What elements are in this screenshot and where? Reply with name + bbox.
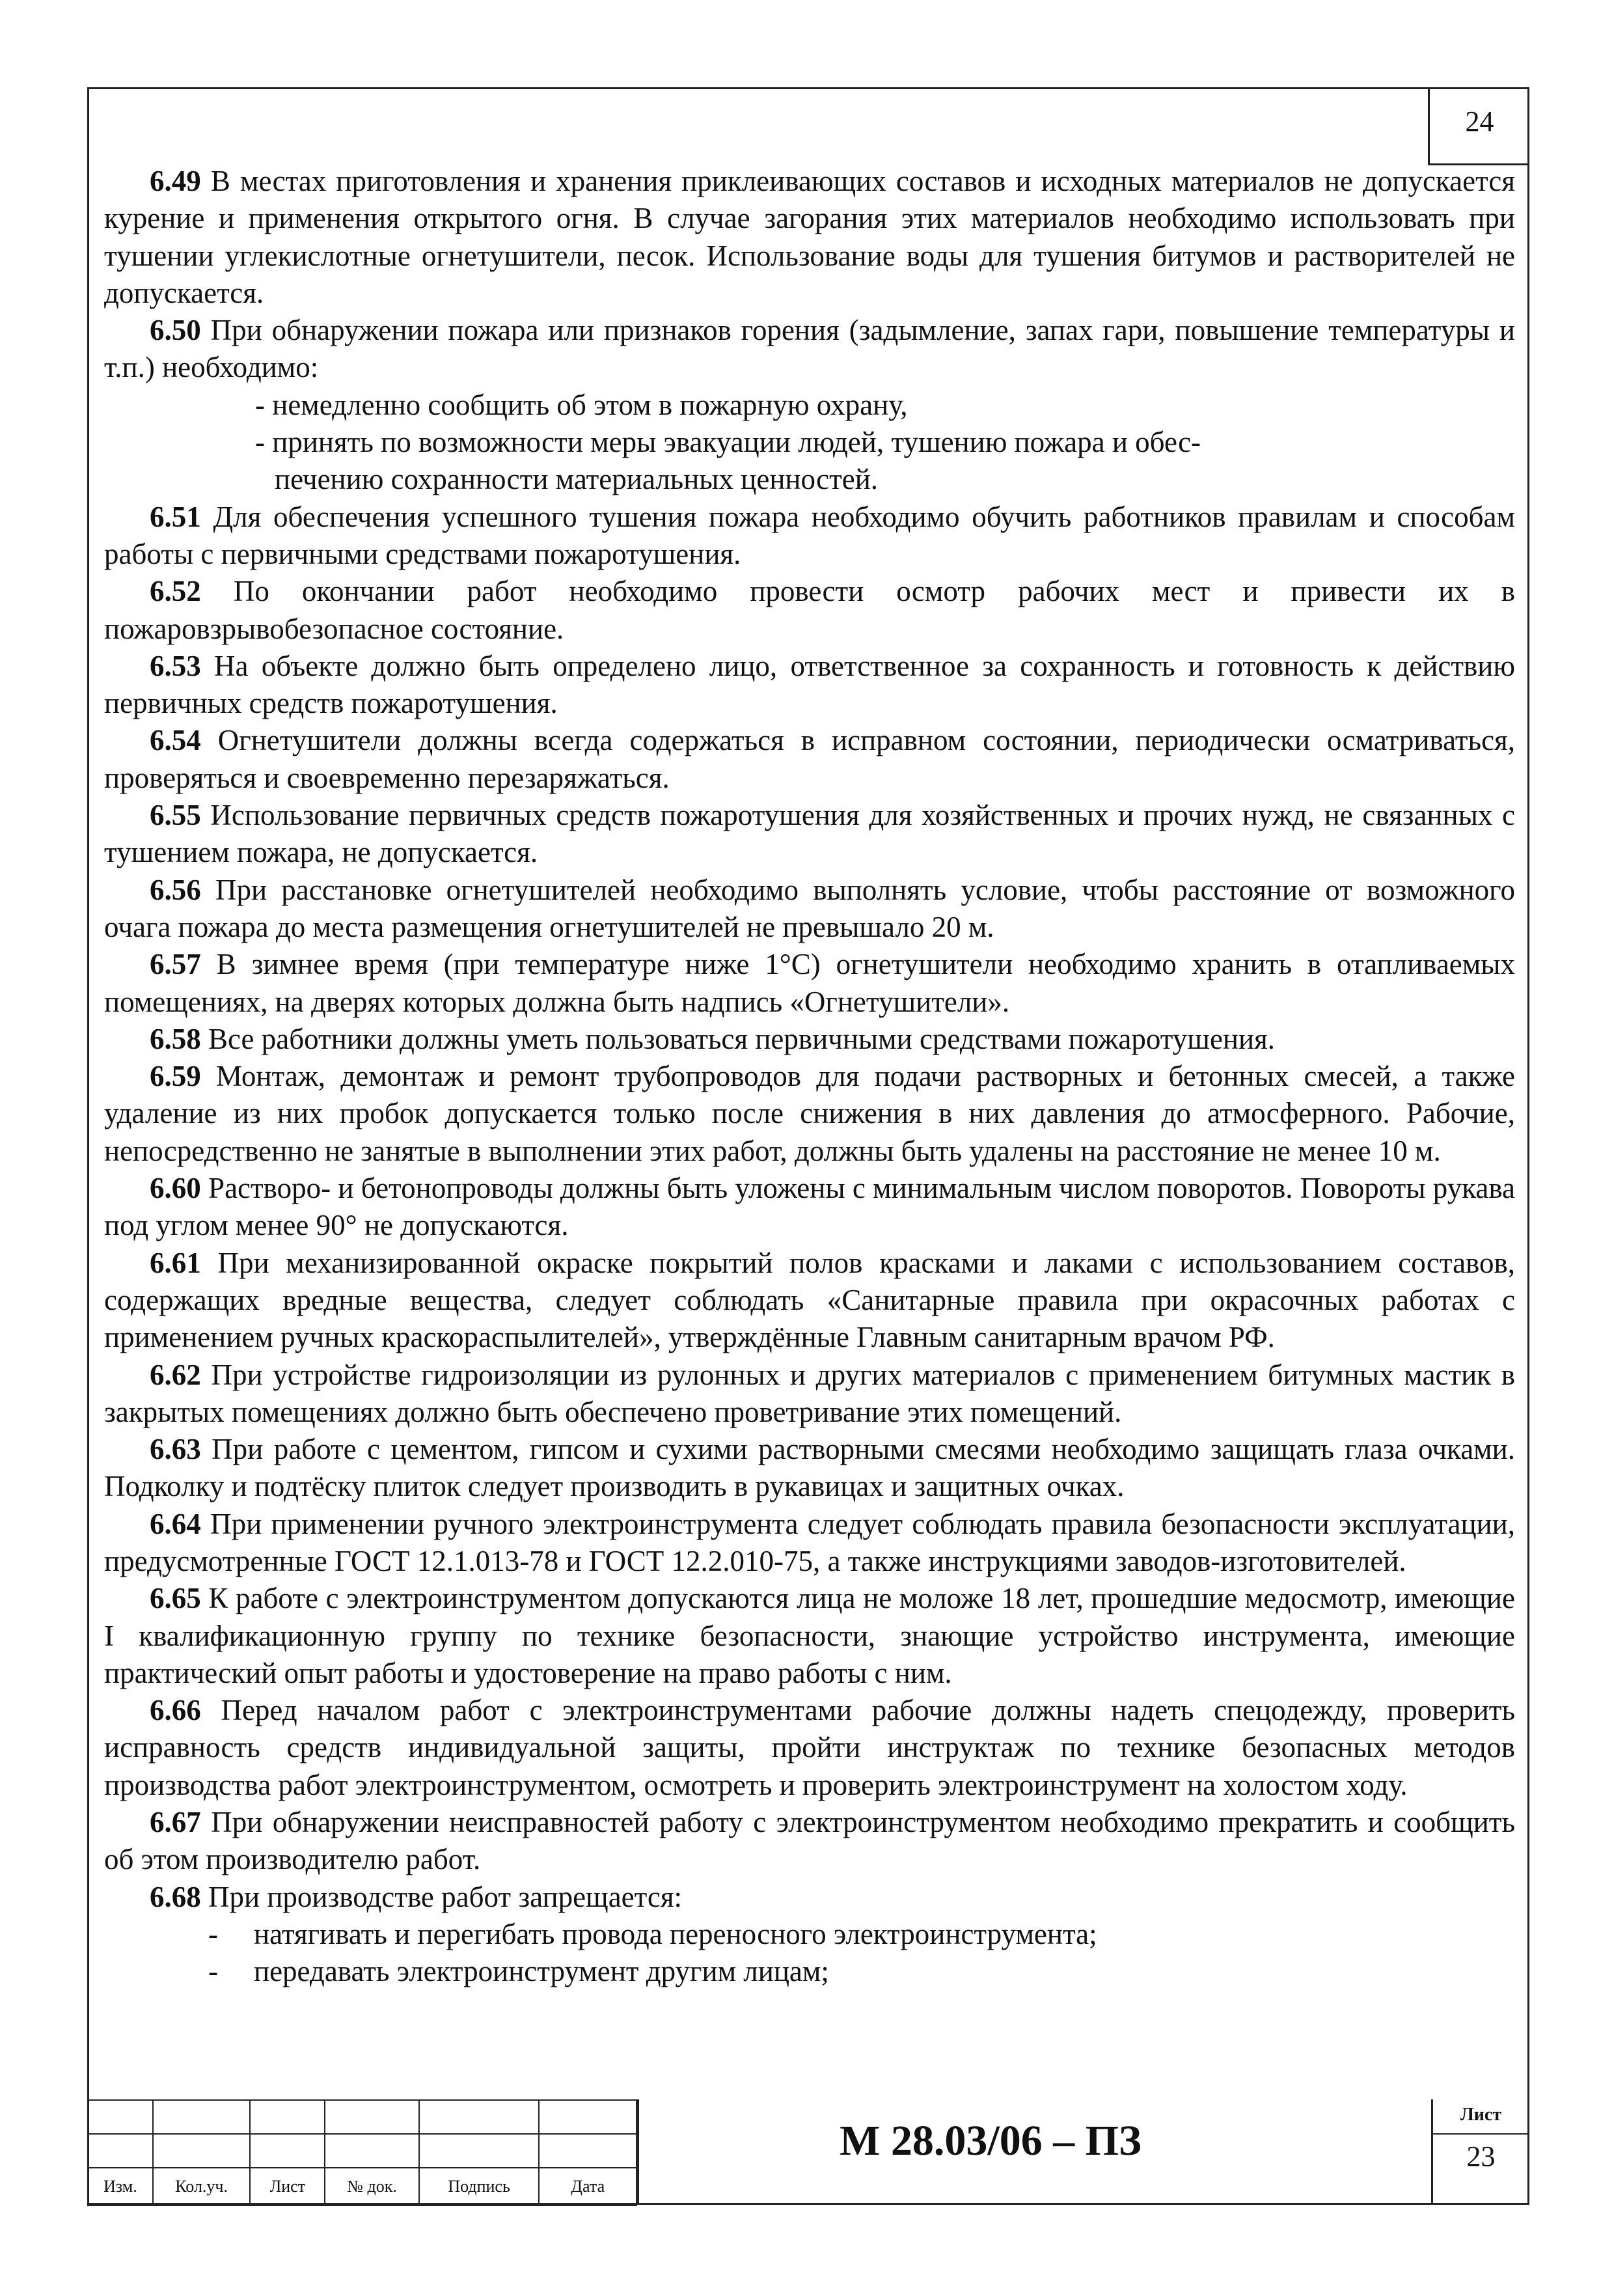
clause-number: 6.68 [150,1880,201,1913]
list-item [104,1916,1515,1953]
clause-text: В местах приготовления и хранения приклеивающих составов и исходных материалов не допускается курение и применения открытого огня. В случае загорания этих материалов необходимо использовать при тушении углекислотные огнетушители, песок. Использование воды для тушения битумов и растворителей не допускается. [104,165,1515,309]
paragraph-6-58 [104,1021,1515,1058]
list-item-text: натягивать и перегибать провода переносного электроинструмента; [254,1917,1097,1950]
sheet-number: 23 [1466,2140,1496,2172]
clause-number: 6.58 [150,1022,201,1055]
column-header: Дата [539,2168,636,2206]
paragraph-6-52 [104,573,1515,648]
clause-number: 6.60 [150,1172,201,1205]
clause-number: 6.66 [150,1694,201,1727]
clause-text: При устройстве гидроизоляции из рулонных и других материалов с применением битумных мастик в закрытых помещениях должно быть обеспечено проветривание этих помещений. [104,1358,1515,1428]
paragraph-6-53 [104,648,1515,723]
clause-text: При работе с цементом, гипсом и сухими растворными смесями необходимо защищать глаза очками. Подколку и подтёску плиток следует производить в рукавицах и защитных очках. [104,1433,1515,1503]
paragraph-6-56 [104,872,1515,947]
clause-text: По окончании работ необходимо провести осмотр рабочих мест и привести их в пожаровзрывобезопасное состояние. [104,575,1515,645]
clause-text: Огнетушители должны всегда содержаться в исправном состоянии, периодически осматриваться, проверяться и своевременно перезаряжаться. [104,724,1515,794]
clause-number: 6.52 [150,575,201,608]
clause-text: При расстановке огнетушителей необходимо выполнять условие, чтобы расстояние от возможного очага пожара до места размещения огнетушителей не превышало 20 м. [104,873,1515,943]
paragraph-6-64 [104,1506,1515,1581]
paragraph-6-67 [104,1804,1515,1879]
list-item-text: передавать электроинструмент другим лицам; [254,1955,829,1988]
clause-number: 6.56 [150,873,201,906]
list-item [104,1953,1515,1990]
clause-text: Использование первичных средств пожаротушения для хозяйственных и прочих нужд, не связанных с тушением пожара, не допускается. [104,799,1515,869]
clause-text: На объекте должно быть определено лицо, ответственное за сохранность и готовность к действию первичных средств пожаротушения. [104,649,1515,720]
paragraph-6-63 [104,1431,1515,1506]
clause-number: 6.53 [150,649,201,682]
paragraph-6-55 [104,797,1515,872]
clause-text: При применении ручного электроинструмента следует соблюдать правила безопасности эксплуатации, предусмотренные ГОСТ 12.1.013-78 и ГОСТ 12.2.010-75, а также инструкциями заводов-изготовителей. [104,1507,1515,1577]
clause-number: 6.49 [150,165,201,197]
paragraph-6-54 [104,722,1515,797]
document-code-cell [637,2099,1529,2205]
clause-text: Растворо- и бетонопроводы должны быть уложены с минимальным числом поворотов. Повороты рукава под углом менее 90° не допускаются. [104,1172,1515,1242]
clause-text: Перед началом работ с электроинструментами рабочие должны надеть спецодежду, проверить исправность средств индивидуальной защиты, пройти инструктаж по технике безопасных методов производства работ электроинструментом, осмотреть и проверить электроинструмент на холостом ходу. [104,1694,1515,1801]
paragraph-6-60 [104,1170,1515,1245]
paragraph-6-65 [104,1580,1515,1692]
page-number-box [1428,87,1529,165]
paragraph-6-57 [104,946,1515,1021]
sheet-label: Лист [1433,2105,1529,2135]
clause-number: 6.54 [150,724,201,757]
list-item: - принять по возможности меры эвакуации людей, тушению пожара и обес- [255,426,1201,459]
clause-number: 6.64 [150,1507,201,1540]
paragraph-6-62 [104,1357,1515,1432]
clause-text: Для обеспечения успешного тушения пожара необходимо обучить работников правилам и способам работы с первичными средствами пожаротушения. [104,500,1515,570]
clause-number: 6.57 [150,948,201,981]
clause-number: 6.63 [150,1433,201,1466]
document-code: М 28.03/06 – ПЗ [840,2117,1142,2165]
clause-number: 6.51 [150,500,201,533]
clause-text: Все работники должны уметь пользоваться первичными средствами пожаротушения. [200,1022,1276,1055]
paragraph-6-66 [104,1692,1515,1804]
clause-number: 6.62 [150,1358,201,1391]
clause-number: 6.55 [150,799,201,832]
column-header: Подпись [419,2168,540,2206]
clause-text: В зимнее время (при температуре ниже 1°С) огнетушители необходимо хранить в отапливаемых помещениях, на дверях которых должна быть надпись «Огнетушители». [104,948,1515,1018]
clause-text: При производстве работ запрещается: [200,1880,683,1913]
clause-text: К работе с электроинструментом допускаются лица не моложе 18 лет, прошедшие медосмотр, имеющие I квалификационную группу по технике безопасности, знающие устройство инструмента, имеющие практический опыт работы и удостоверение на право работы с ним. [104,1582,1515,1689]
paragraph-6-50 [104,312,1515,387]
revision-table [87,2099,637,2206]
clause-number: 6.67 [150,1806,201,1839]
paragraph-6-61 [104,1245,1515,1357]
column-header: № док. [325,2168,419,2206]
sheet-cell [1431,2099,1529,2205]
paragraph-6-49 [104,163,1515,312]
clause-number: 6.50 [150,314,201,347]
document-body [104,163,1515,1991]
list-dash: - [208,1917,218,1950]
column-header: Лист [250,2168,325,2206]
clause-number: 6.61 [150,1246,201,1279]
clause-text: При обнаружении пожара или признаков горения (задымление, запах гари, повышение температуры и т.п.) необходимо: [104,314,1515,384]
list-dash: - [208,1955,218,1988]
paragraph-6-59 [104,1058,1515,1170]
column-header: Изм. [88,2168,153,2206]
title-block [87,2099,1529,2205]
clause-number: 6.65 [150,1582,201,1615]
list-item: - немедленно сообщить об этом в пожарную охрану, [255,388,908,421]
paragraph-6-51 [104,499,1515,574]
clause-text: При обнаружении неисправностей работу с электроинструментом необходимо прекратить и сообщить об этом производителю работ. [104,1806,1515,1876]
clause-text: При механизированной окраске покрытий полов красками и лаками с использованием составов, содержащих вредные вещества, следует соблюдать «Санитарные правила при окрасочных работах с применением ручных краскораспылителей», утверждённые Главным санитарным врачом РФ. [104,1246,1515,1354]
column-header: Кол.уч. [153,2168,251,2206]
clause-text: Монтаж, демонтаж и ремонт трубопроводов для подачи растворных и бетонных смесей, а также удаление из них пробок допускается только после снижения в них давления до атмосферного. Рабочие, непосредственно не занятые в выполнении этих работ, должны быть удалены на расстояние не менее 10 м. [104,1060,1515,1167]
clause-number: 6.59 [150,1060,201,1093]
list-item: печению сохранности материальных ценностей. [275,463,879,496]
page-number: 24 [1465,105,1494,137]
paragraph-6-68 [104,1879,1515,1916]
